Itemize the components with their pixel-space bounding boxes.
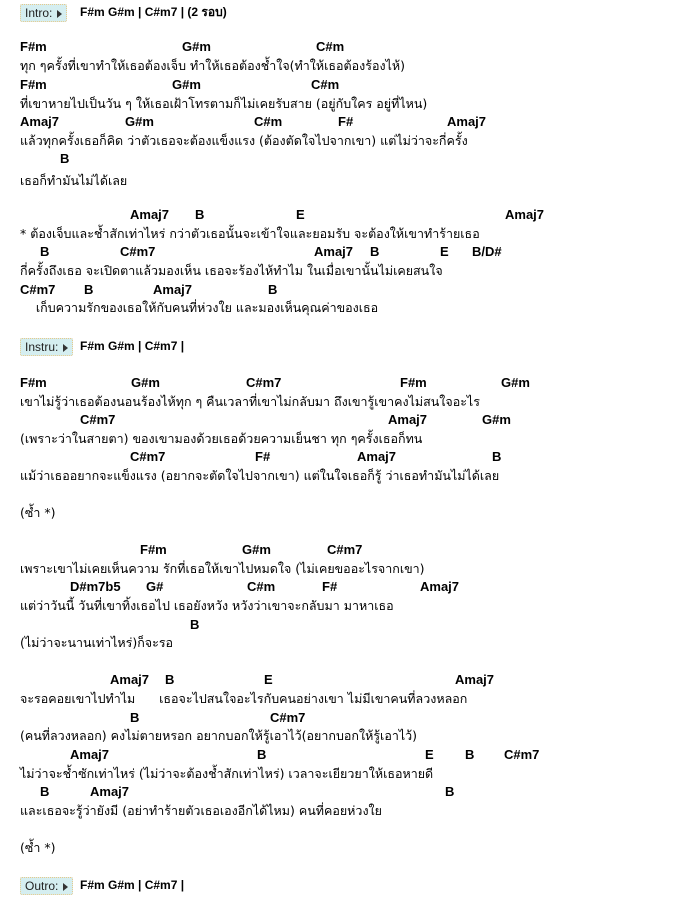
chord: G#	[146, 579, 164, 594]
instru-label[interactable]	[20, 338, 73, 356]
instru-chords: F#m G#m | C#m7 |	[80, 339, 185, 353]
play-triangle-icon	[63, 344, 68, 352]
chord: C#m7	[327, 542, 363, 557]
chord: B	[84, 282, 94, 297]
chord: F#m	[20, 39, 47, 54]
lyric-line: แล้วทุกครั้งเธอก็คิด ว่าตัวเธอจะต้องแข็งแรง (ต้องตัดใจไปจากเขา) แต่ไม่ว่าจะกี่ครั้ง	[20, 133, 468, 148]
chord: C#m7	[20, 282, 56, 297]
lyric-line: (ไม่ว่าจะนานเท่าไหร่)ก็จะรอ	[20, 635, 174, 650]
chord: F#m	[20, 375, 47, 390]
chord: G#m	[125, 114, 154, 129]
lyric-line: เขาไม่รู้ว่าเธอต้องนอนร้องไห้ทุก ๆ คืนเวลาที่เขาไม่กลับมา ถึงเขารู้เขาคงไม่สนใจอะไร	[20, 394, 480, 409]
intro-label[interactable]	[20, 4, 67, 22]
chord: C#m7	[80, 412, 116, 427]
chord: C#m	[247, 579, 276, 594]
outro-label-text: Outro:	[25, 879, 59, 893]
instru-label-text: Instru:	[25, 340, 59, 354]
chord: Amaj7	[130, 207, 170, 222]
play-triangle-icon	[63, 883, 68, 891]
chord: F#m	[20, 77, 47, 92]
chord: Amaj7	[90, 784, 130, 799]
lyric-line: เธอก็ทำมันไม่ได้เลย	[20, 173, 128, 188]
chord: B/D#	[472, 244, 502, 259]
chord: Amaj7	[455, 672, 495, 687]
chord: B	[492, 449, 502, 464]
chord: F#	[338, 114, 354, 129]
play-triangle-icon	[57, 10, 62, 18]
lyric-line: (เพราะว่าในสายตา) ของเขามองด้วยเธอด้วยความเย็นชา ทุก ๆครั้งเธอก็ทน	[20, 431, 423, 446]
chord: F#	[322, 579, 338, 594]
lyric-line: * ต้องเจ็บและช้ำสักเท่าไหร่ กว่าตัวเธอนั้นจะเข้าใจและยอมรับ จะต้องให้เขาทำร้ายเธอ	[20, 226, 480, 241]
lyric-line: แม้ว่าเธออยากจะแข็งแรง (อยากจะตัดใจไปจากเขา) แต่ในใจเธอก็รู้ ว่าเธอทำมันไม่ได้เลย	[20, 468, 500, 483]
lyric-line: เก็บความรักของเธอให้กับคนที่ห่วงใย และมองเห็นคุณค่าของเธอ	[20, 300, 379, 315]
chord: C#m7	[130, 449, 166, 464]
chord: C#m	[311, 77, 340, 92]
lyric-line: กี่ครั้งถึงเธอ จะเปิดตาแล้วมองเห็น เธอจะร้องไห้ทำไม ในเมื่อเขานั้นไม่เคยสนใจ	[20, 263, 443, 278]
chord: Amaj7	[447, 114, 487, 129]
chord: F#m	[400, 375, 427, 390]
chord: F#m	[140, 542, 167, 557]
chord: C#m	[254, 114, 283, 129]
chord: C#m	[316, 39, 345, 54]
chord: B	[268, 282, 278, 297]
chord: Amaj7	[420, 579, 460, 594]
lyric-line: (ซ้ำ *)	[20, 840, 56, 855]
chord: B	[370, 244, 380, 259]
chord: G#m	[501, 375, 530, 390]
lyric-line: ที่เขาหายไปเป็นวัน ๆ ให้เธอเฝ้าโทรตามก็ไม่เคยรับสาย (อยู่กับใคร อยู่ที่ไหน)	[20, 96, 428, 111]
lyric-line: ไม่ว่าจะช้ำซักเท่าไหร่ (ไม่ว่าจะต้องช้ำสักเท่าไหร่) เวลาจะเยียวยาให้เธอหายดี	[20, 766, 434, 781]
chord: E	[264, 672, 273, 687]
chord: Amaj7	[314, 244, 354, 259]
intro-chords: F#m G#m | C#m7 | (2 รอบ)	[80, 5, 227, 19]
chord: E	[425, 747, 434, 762]
chord: B	[130, 710, 140, 725]
chord: Amaj7	[505, 207, 545, 222]
chord: B	[40, 784, 50, 799]
lyric-line: เพราะเขาไม่เคยเห็นความ รักที่เธอให้เขาไปหมดใจ (ไม่เคยขออะไรจากเขา)	[20, 561, 425, 576]
lyric-line: แต่ว่าวันนี้ วันที่เขาทิ้งเธอไป เธอยังหวัง หวังว่าเขาจะกลับมา มาหาเธอ	[20, 598, 394, 613]
chord: G#m	[242, 542, 271, 557]
chord: B	[60, 151, 70, 166]
chord: F#	[255, 449, 271, 464]
chord: G#m	[182, 39, 211, 54]
chord: C#m7	[270, 710, 306, 725]
chord: G#m	[131, 375, 160, 390]
chord: E	[296, 207, 305, 222]
chord: B	[445, 784, 455, 799]
chord: C#m7	[246, 375, 282, 390]
chord: E	[440, 244, 449, 259]
chord: Amaj7	[70, 747, 110, 762]
lyric-line: (ซ้ำ *)	[20, 505, 56, 520]
outro-label[interactable]	[20, 877, 73, 895]
lyric-line: (คนที่ลวงหลอก) คงไม่ตายหรอก อยากบอกให้รู้เอาไว้(อยากบอกให้รู้เอาไว้)	[20, 728, 418, 743]
lyric-line: ทุก ๆครั้งที่เขาทำให้เธอต้องเจ็บ ทำให้เธอต้องช้ำใจ(ทำให้เธอต้องร้องไห้)	[20, 58, 406, 73]
chord: B	[257, 747, 267, 762]
chord: B	[465, 747, 475, 762]
chord: C#m7	[120, 244, 156, 259]
outro-chords: F#m G#m | C#m7 |	[80, 878, 185, 892]
chord: Amaj7	[110, 672, 150, 687]
chord: Amaj7	[388, 412, 428, 427]
chord: D#m7b5	[70, 579, 121, 594]
chord: B	[165, 672, 175, 687]
chord: Amaj7	[357, 449, 397, 464]
lyric-line: จะรอคอยเขาไปทำไม เธอจะไปสนใจอะไรกับคนอย่างเขา ไม่มีเขาคนที่ลวงหลอก	[20, 691, 468, 706]
chord: C#m7	[504, 747, 540, 762]
chord: Amaj7	[20, 114, 60, 129]
chord: G#m	[482, 412, 511, 427]
chord: B	[190, 617, 200, 632]
chord: B	[195, 207, 205, 222]
lyric-line: และเธอจะรู้ว่ายังมี (อย่าทำร้ายตัวเธอเองอีกได้ไหม) คนที่คอยห่วงใย	[20, 803, 382, 818]
chord: B	[40, 244, 50, 259]
chord: Amaj7	[153, 282, 193, 297]
chord: G#m	[172, 77, 201, 92]
intro-label-text: Intro:	[25, 6, 53, 20]
